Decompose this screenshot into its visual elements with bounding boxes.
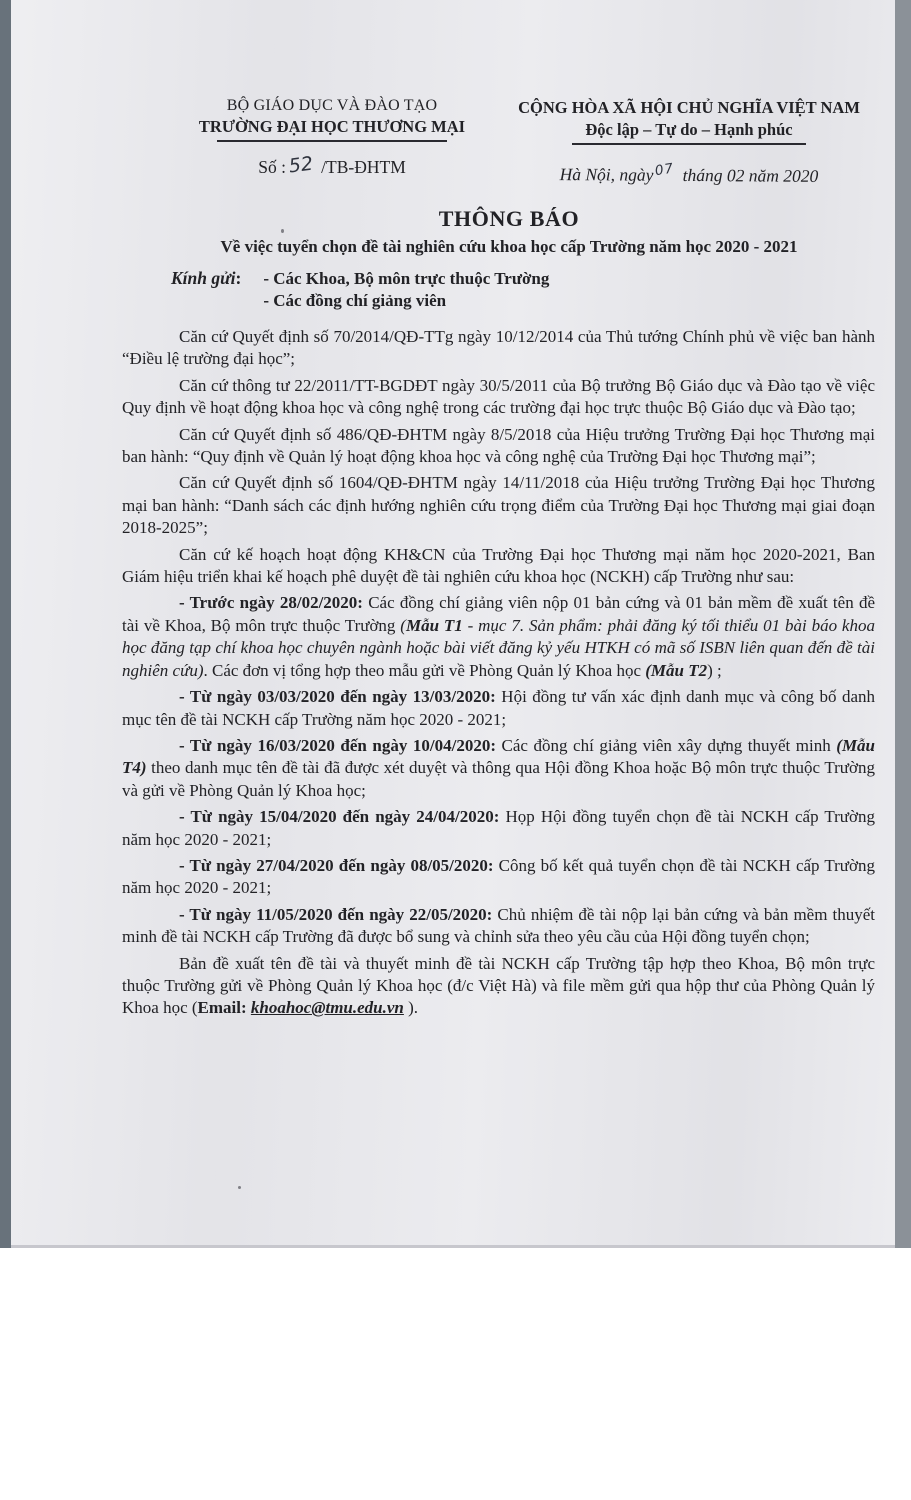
scanner-edge-right bbox=[895, 0, 911, 1248]
document-number bbox=[186, 152, 478, 178]
text-run: Căn cứ Quyết định số 486/QĐ-ĐHTM ngày 8/5/2018 của Hiệu trưởng Trường Đại học Thương mại ban hành: “Quy định về Quản lý hoạt động khoa học và công nghệ của Trường Đại học Thương mại”; bbox=[122, 424, 875, 467]
recipient-line: - Các đồng chí giảng viên bbox=[263, 290, 447, 310]
text-run: Công bố kết quả tuyển chọn đề tài NCKH cấp Trường năm học 2020 - 2021; bbox=[122, 855, 875, 898]
paragraph bbox=[122, 375, 875, 420]
university-underline bbox=[217, 140, 447, 142]
text-run: Mẫu T1 bbox=[405, 615, 463, 635]
paragraph bbox=[122, 592, 875, 682]
text-run: . Các đơn vị tổng hợp theo mẫu gửi về Phòng Quản lý Khoa học bbox=[203, 660, 646, 680]
paragraph bbox=[122, 855, 875, 900]
document-title: THÔNG BÁO bbox=[438, 206, 580, 231]
text-run: Các đồng chí giảng viên xây dựng thuyết minh bbox=[496, 735, 837, 755]
ministry-name: BỘ GIÁO DỤC VÀ ĐÀO TẠO bbox=[226, 97, 438, 114]
country-name: CỘNG HÒA XÃ HỘI CHỦ NGHĨA VIỆT NAM bbox=[518, 98, 860, 117]
document-body bbox=[122, 326, 875, 1024]
scan-speck bbox=[281, 229, 284, 233]
text-run: - Từ ngày 11/05/2020 đến ngày 22/05/2020: bbox=[179, 904, 493, 924]
dateline-rest: tháng 02 năm 2020 bbox=[682, 164, 819, 186]
handwritten-number: 52 bbox=[287, 152, 315, 178]
motto-underline bbox=[572, 143, 806, 145]
title-block bbox=[129, 206, 889, 257]
text-run: Bản đề xuất tên đề tài và thuyết minh đề tài NCKH cấp Trường tập hợp theo Khoa, Bộ môn trực thuộc Trường gửi về Phòng Quản lý Khoa học (đ/c Việt Hà) và file mềm gửi qua hộp thư của Phòng Quản lý Khoa học ( bbox=[122, 953, 875, 1018]
document-paper bbox=[11, 0, 895, 1248]
text-run: Căn cứ Quyết định số 1604/QĐ-ĐHTM ngày 14/11/2018 của Hiệu trưởng Trường Đại học Thương mại ban hành: “Danh sách các định hướng nghiên cứu trọng điểm của Trường Đại học Thương mại giai đoạn 2018-2025”; bbox=[122, 473, 875, 538]
paragraph bbox=[122, 686, 875, 731]
national-motto: Độc lập – Tự do – Hạnh phúc bbox=[585, 120, 793, 139]
document-number-suffix: /TB-ĐHTM bbox=[321, 157, 406, 177]
text-run: - Từ ngày 03/03/2020 đến ngày 13/03/2020: bbox=[179, 687, 496, 707]
salutation-label: Kính gửi bbox=[171, 268, 236, 288]
text-run: theo danh mục tên đề tài đã được xét duyệt và thông qua Hội đồng Khoa hoặc Bộ môn trực thuộc Trường và gửi về Phòng Quản lý Khoa học; bbox=[122, 758, 875, 800]
paragraph bbox=[122, 953, 875, 1020]
text-run: (Mẫu T4) bbox=[122, 735, 876, 778]
text-run: Các đồng chí giảng viên nộp 01 bản cứng và 01 bản mềm đề xuất tên đề tài về Khoa, Bộ môn trực thuộc Trường bbox=[122, 593, 875, 635]
text-run: Hội đồng tư vấn xác định danh mục và công bố danh mục tên đề tài NCKH cấp Trường năm học 2020 - 2021; bbox=[122, 687, 876, 729]
text-run: - Từ ngày 16/03/2020 đến ngày 10/04/2020: bbox=[179, 735, 497, 755]
paragraph bbox=[122, 424, 875, 469]
text-run: (Mẫu T2 bbox=[645, 660, 708, 680]
scan-speck bbox=[238, 1186, 241, 1189]
text-run: Căn cứ thông tư 22/2011/TT-BGDĐT ngày 30/5/2011 của Bộ trưởng Bộ Giáo dục và Đào tạo về việc Quy định về hoạt động khoa học và công nghệ trong các trường đại học trực thuộc Bộ Giáo dục và Đào tạo; bbox=[122, 375, 875, 418]
issuing-agency-block bbox=[186, 96, 478, 177]
paragraph bbox=[122, 472, 875, 539]
paragraph bbox=[122, 806, 875, 851]
dateline-prefix: Hà Nội, ngày bbox=[559, 164, 654, 185]
national-header-block bbox=[505, 96, 873, 186]
text-run: ( bbox=[400, 615, 406, 635]
text-run: - Từ ngày 27/04/2020 đến ngày 08/05/2020: bbox=[179, 855, 494, 875]
text-run: Căn cứ kế hoạch hoạt động KH&CN của Trường Đại học Thương mại năm học 2020-2021, Ban Giám hiệu triển khai kế hoạch phê duyệt đề tài nghiên cứu khoa học (NCKH) cấp Trường như sau: bbox=[122, 544, 875, 587]
text-run: ) ; bbox=[707, 660, 722, 680]
handwritten-day: 07 bbox=[653, 160, 675, 180]
paragraph bbox=[122, 326, 875, 371]
text-run: - Trước ngày 28/02/2020: bbox=[179, 593, 363, 613]
text-run: Họp Hội đồng tuyển chọn đề tài NCKH cấp Trường năm học 2020 - 2021; bbox=[122, 807, 875, 849]
recipient-line: - Các Khoa, Bộ môn trực thuộc Trường bbox=[263, 269, 550, 288]
university-name: TRƯỜNG ĐẠI HỌC THƯƠNG MẠI bbox=[198, 117, 466, 136]
text-run: Căn cứ Quyết định số 70/2014/QĐ-TTg ngày 10/12/2014 của Thủ tướng Chính phủ về việc ban hành “Điều lệ trường đại học”; bbox=[122, 327, 875, 369]
text-run: ). bbox=[403, 998, 419, 1018]
salutation bbox=[171, 268, 549, 311]
paragraph bbox=[122, 544, 875, 589]
paragraph bbox=[122, 735, 875, 802]
salutation-recipients bbox=[263, 268, 549, 311]
email-address: khoahoc@tmu.edu.vn bbox=[250, 998, 404, 1018]
document-subtitle: Về việc tuyển chọn đề tài nghiên cứu khoa học cấp Trường năm học 2020 - 2021 bbox=[220, 237, 798, 256]
salutation-colon: : bbox=[235, 268, 242, 288]
document-number-label: Số : bbox=[258, 157, 286, 177]
text-run: - mục 7. Sản phẩm: phải đăng ký tối thiểu 01 bài báo khoa học đăng tạp chí khoa học chuyên ngành hoặc bài viết đăng kỷ yếu HTKH có mã số ISBN liên quan đến đề tài nghiên cứu) bbox=[122, 615, 875, 680]
text-run: Email: bbox=[197, 998, 251, 1018]
paragraph bbox=[122, 904, 875, 949]
dateline bbox=[505, 159, 873, 188]
text-run: - Từ ngày 15/04/2020 đến ngày 24/04/2020: bbox=[179, 807, 500, 827]
text-run: Chủ nhiệm đề tài nộp lại bản cứng và bản mềm thuyết minh đề tài NCKH cấp Trường đã được bổ sung và chỉnh sửa theo yêu cầu của Hội đồng tuyển chọn; bbox=[122, 904, 875, 947]
scanner-edge-left bbox=[0, 0, 11, 1248]
